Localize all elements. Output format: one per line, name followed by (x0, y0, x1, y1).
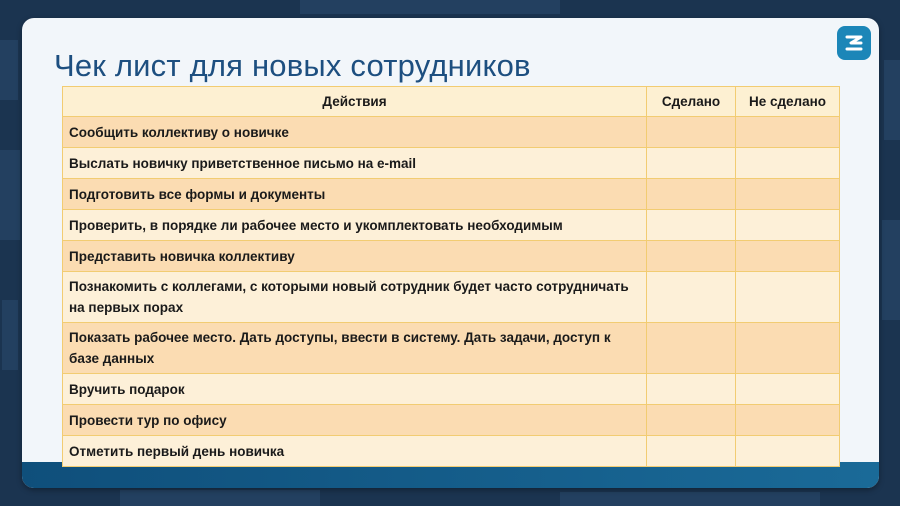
not-done-cell[interactable] (736, 405, 840, 436)
not-done-cell[interactable] (736, 117, 840, 148)
done-cell[interactable] (647, 436, 736, 467)
stylized-z-icon (837, 26, 871, 60)
done-cell[interactable] (647, 405, 736, 436)
done-cell[interactable] (647, 374, 736, 405)
action-cell: Сообщить коллективу о новичке (63, 117, 647, 148)
table-row (63, 323, 840, 374)
table-row (63, 210, 840, 241)
action-cell: Провести тур по офису (63, 405, 647, 436)
checklist-table (62, 86, 840, 467)
not-done-cell[interactable] (736, 241, 840, 272)
action-cell: Проверить, в порядке ли рабочее место и укомплектовать необходимым (63, 210, 647, 241)
not-done-cell[interactable] (736, 148, 840, 179)
done-cell[interactable] (647, 179, 736, 210)
done-cell[interactable] (647, 241, 736, 272)
slide (22, 18, 879, 488)
not-done-cell[interactable] (736, 272, 840, 323)
not-done-cell[interactable] (736, 323, 840, 374)
table-header-row (63, 87, 840, 117)
action-cell: Представить новичка коллективу (63, 241, 647, 272)
table-row (63, 405, 840, 436)
action-cell: Отметить первый день новичка (63, 436, 647, 467)
table-row (63, 179, 840, 210)
table-row (63, 374, 840, 405)
action-cell: Выслать новичку приветственное письмо на e-mail (63, 148, 647, 179)
not-done-cell[interactable] (736, 436, 840, 467)
not-done-cell[interactable] (736, 179, 840, 210)
not-done-cell[interactable] (736, 374, 840, 405)
action-cell: Подготовить все формы и документы (63, 179, 647, 210)
not-done-cell[interactable] (736, 210, 840, 241)
table-row (63, 436, 840, 467)
slide-title: Чек лист для новых сотрудников (54, 48, 531, 83)
table-row (63, 241, 840, 272)
table-row (63, 148, 840, 179)
column-header-done: Сделано (647, 87, 736, 117)
done-cell[interactable] (647, 117, 736, 148)
done-cell[interactable] (647, 210, 736, 241)
action-cell: Познакомить с коллегами, с которыми новый сотрудник будет часто сотрудничать на первых порах (63, 272, 647, 323)
table-row (63, 117, 840, 148)
table-row (63, 272, 840, 323)
column-header-actions: Действия (63, 87, 647, 117)
column-header-not-done: Не сделано (736, 87, 840, 117)
done-cell[interactable] (647, 272, 736, 323)
done-cell[interactable] (647, 148, 736, 179)
done-cell[interactable] (647, 323, 736, 374)
action-cell: Вручить подарок (63, 374, 647, 405)
action-cell: Показать рабочее место. Дать доступы, ввести в систему. Дать задачи, доступ к базе данных (63, 323, 647, 374)
